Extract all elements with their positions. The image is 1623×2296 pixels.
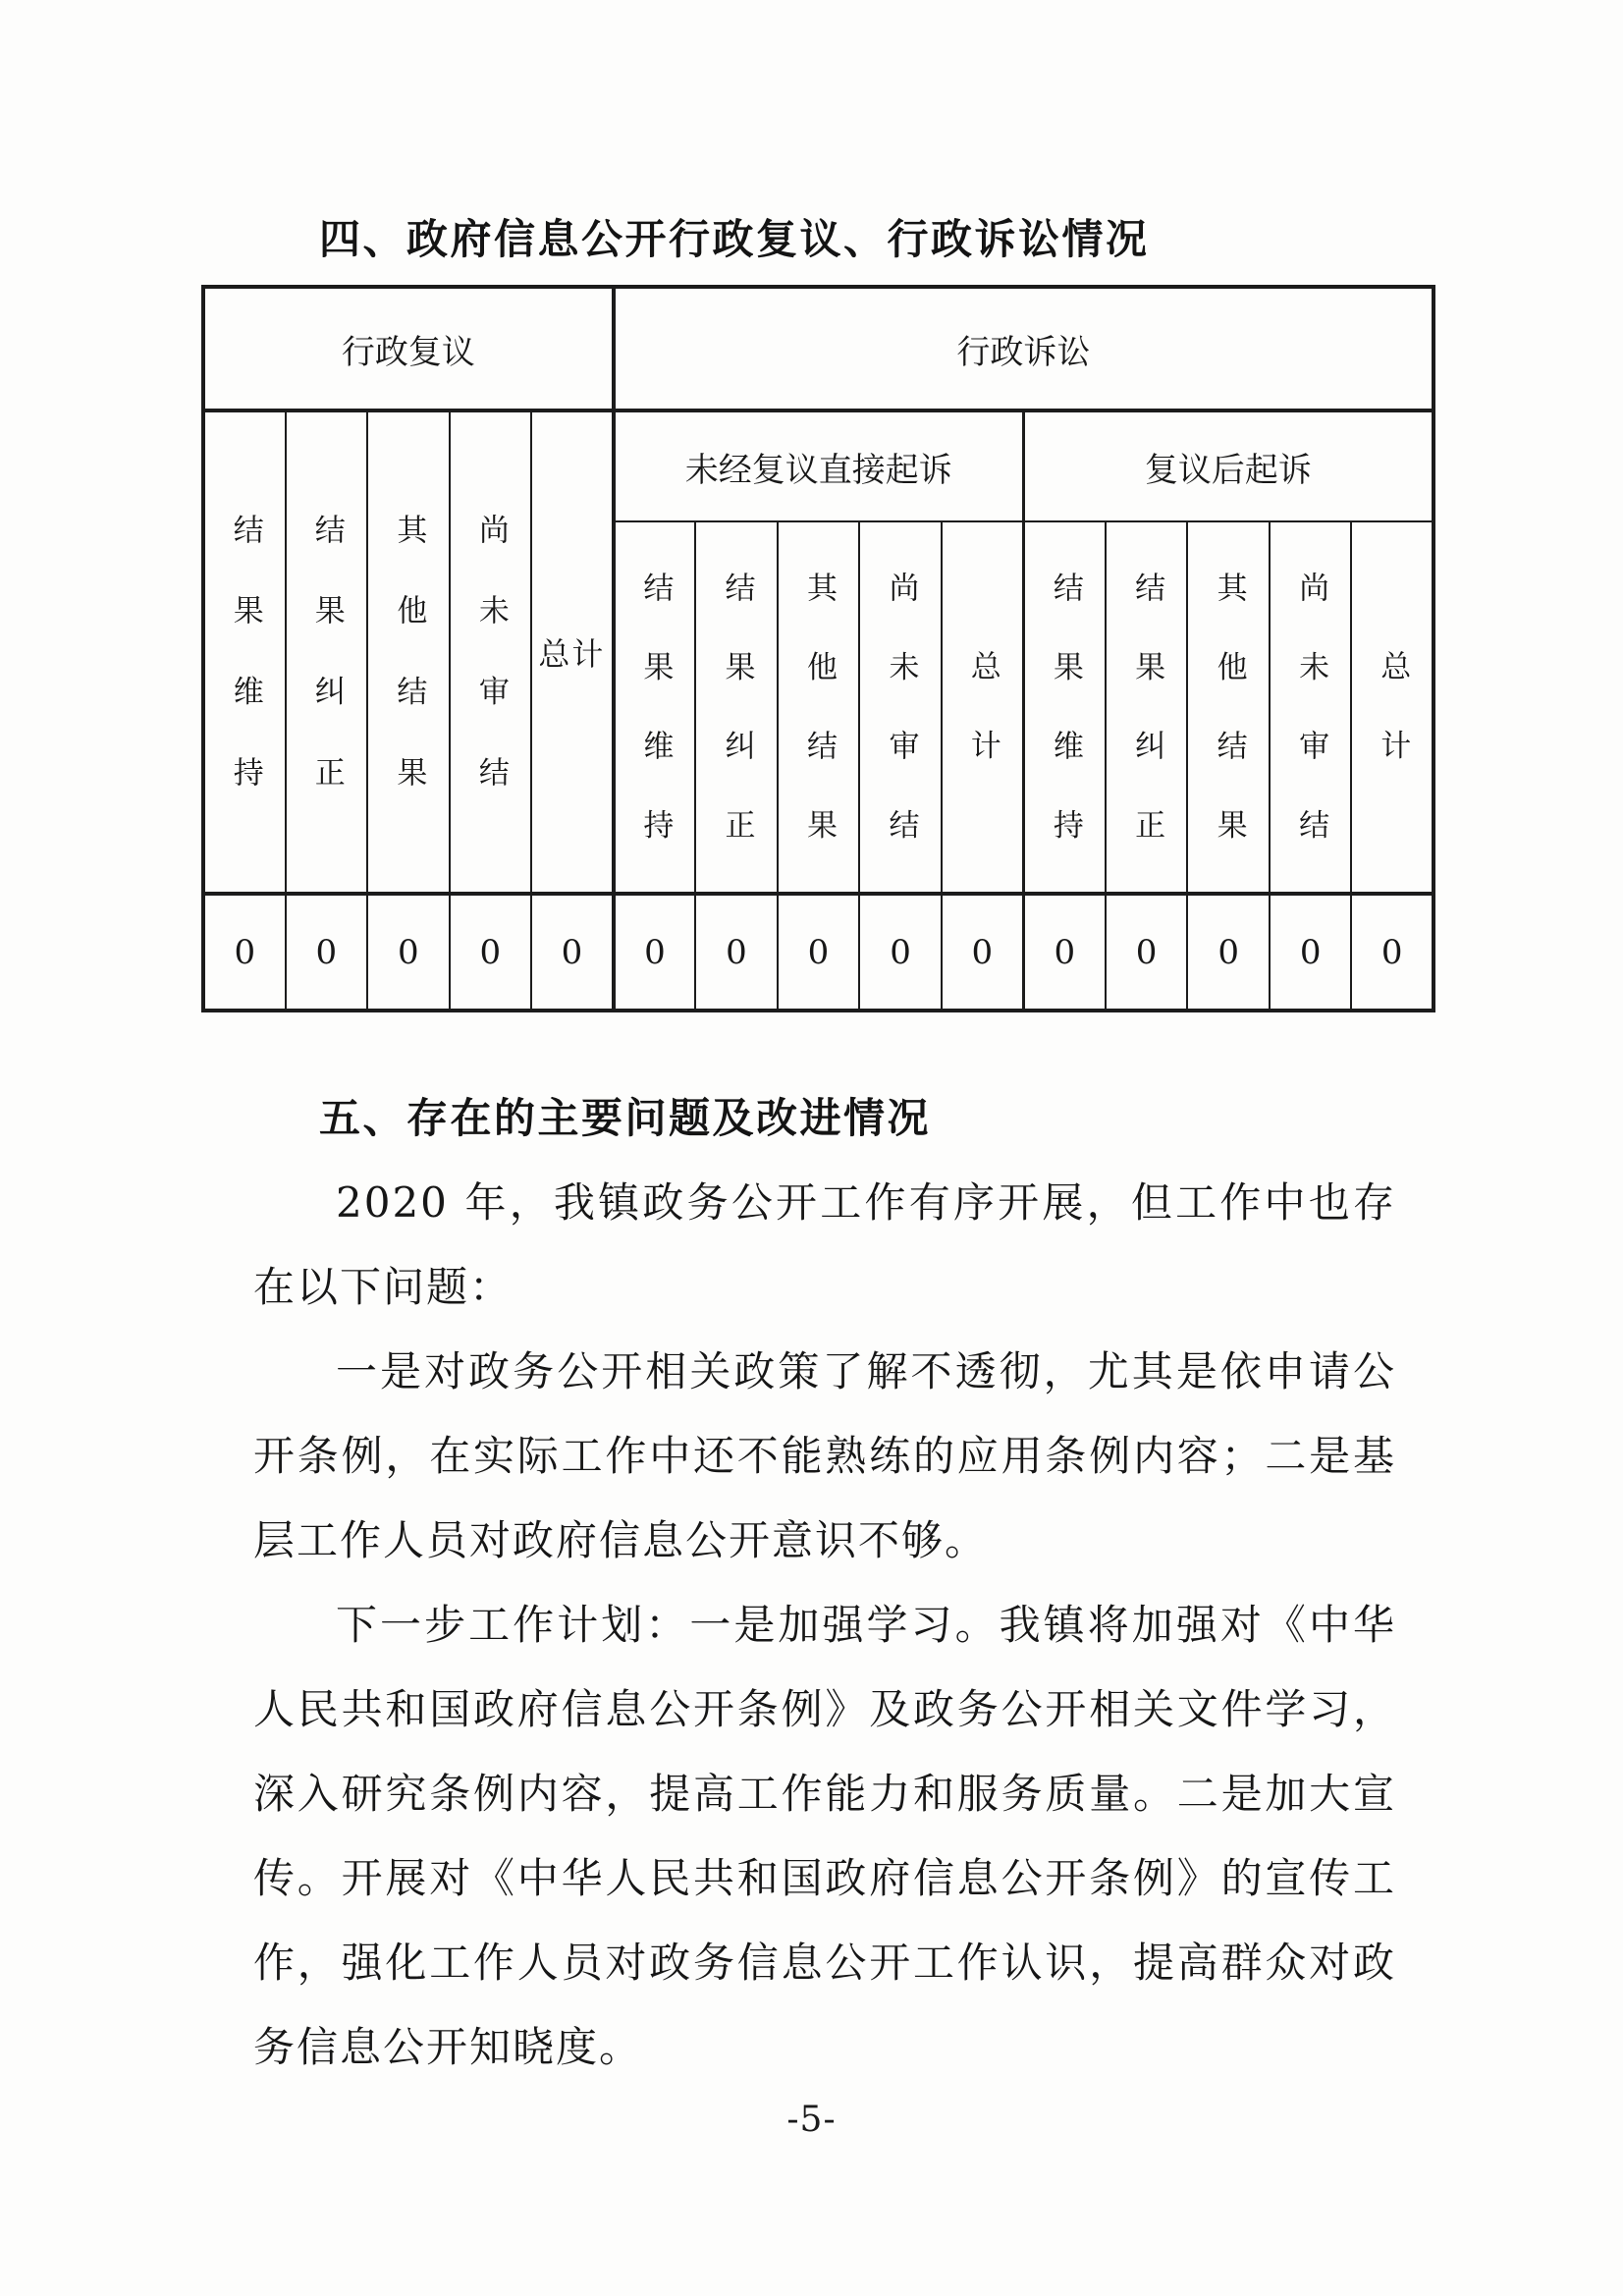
value-afterreview-other: 0 xyxy=(1187,894,1270,1011)
vertical-label: 结果纠正 xyxy=(719,571,755,888)
vertical-label: 结果维持 xyxy=(227,513,263,838)
vertical-label: 结果维持 xyxy=(637,571,674,888)
paragraph-overview: 2020 年，我镇政务公开工作有序开展，但工作中也存在以下问题： xyxy=(253,1178,1396,1311)
vertical-label: 总计 xyxy=(964,650,1001,809)
vertical-label: 结果纠正 xyxy=(1129,571,1165,888)
value-direct-upheld: 0 xyxy=(614,894,696,1011)
header-suit-after-review: 复议后起诉 xyxy=(1023,410,1434,521)
value-afterreview-upheld: 0 xyxy=(1023,894,1106,1011)
header-direct-result-pending xyxy=(859,521,942,894)
header-review-result-upheld xyxy=(203,410,286,894)
vertical-label: 总计 xyxy=(1375,650,1411,809)
horizontal-label: 总计 xyxy=(538,635,606,673)
header-direct-result-corrected xyxy=(695,521,778,894)
header-direct-suit-without-review: 未经复议直接起诉 xyxy=(614,410,1024,521)
header-administrative-review: 行政复议 xyxy=(203,287,614,410)
paragraph-problems: 一是对政务公开相关政策了解不透彻，尤其是依申请公开条例，在实际工作中还不能熟练的应用条例内容；二是基层工作人员对政府信息公开意识不够。 xyxy=(253,1347,1396,1564)
vertical-label: 尚未审结 xyxy=(1293,571,1329,888)
section5-heading: 五、存在的主要问题及改进情况 xyxy=(319,1095,932,1141)
header-afterreview-result-upheld xyxy=(1023,521,1106,894)
vertical-label: 尚未审结 xyxy=(472,513,509,838)
body-text xyxy=(253,1161,1396,2090)
vertical-label: 其他结果 xyxy=(800,571,837,888)
paragraph-next-steps: 下一步工作计划：一是加强学习。我镇将加强对《中华人民共和国政府信息公开条例》及政务公开相关文件学习，深入研究条例内容，提高工作能力和服务质量。二是加大宣传。开展对《中华人民共和国政府信息公开条例》的宣传工作，强化工作人员对政务信息公开工作认识，提高群众对政务信息公开知晓度。 xyxy=(253,1601,1396,2071)
header-direct-result-upheld xyxy=(614,521,696,894)
table-row-top-headers xyxy=(203,287,1434,410)
value-direct-other: 0 xyxy=(778,894,860,1011)
header-review-result-corrected xyxy=(286,410,368,894)
header-afterreview-result-corrected xyxy=(1106,521,1188,894)
value-afterreview-corrected: 0 xyxy=(1106,894,1188,1011)
section4-heading: 四、政府信息公开行政复议、行政诉讼情况 xyxy=(319,216,1150,262)
header-afterreview-total xyxy=(1351,521,1434,894)
value-review-corrected: 0 xyxy=(286,894,368,1011)
header-direct-total xyxy=(942,521,1024,894)
header-review-total xyxy=(531,410,614,894)
value-direct-total: 0 xyxy=(942,894,1024,1011)
value-direct-pending: 0 xyxy=(859,894,942,1011)
table-row-subheaders xyxy=(203,410,1434,521)
header-afterreview-result-other xyxy=(1187,521,1270,894)
header-administrative-litigation: 行政诉讼 xyxy=(614,287,1434,410)
header-review-result-other xyxy=(367,410,450,894)
table-row-values xyxy=(203,894,1434,1011)
header-direct-result-other xyxy=(778,521,860,894)
vertical-label: 结果维持 xyxy=(1047,571,1083,888)
header-review-result-pending xyxy=(450,410,532,894)
vertical-label: 其他结果 xyxy=(1211,571,1247,888)
value-afterreview-pending: 0 xyxy=(1270,894,1352,1011)
value-review-other: 0 xyxy=(367,894,450,1011)
vertical-label: 结果纠正 xyxy=(308,513,345,838)
value-review-total: 0 xyxy=(531,894,614,1011)
value-review-pending: 0 xyxy=(450,894,532,1011)
page-number: -5- xyxy=(786,2100,837,2140)
value-review-upheld: 0 xyxy=(203,894,286,1011)
review-litigation-table xyxy=(201,285,1435,1012)
vertical-label: 其他结果 xyxy=(391,513,427,838)
value-afterreview-total: 0 xyxy=(1351,894,1434,1011)
value-direct-corrected: 0 xyxy=(695,894,778,1011)
header-afterreview-result-pending xyxy=(1270,521,1352,894)
vertical-label: 尚未审结 xyxy=(883,571,919,888)
